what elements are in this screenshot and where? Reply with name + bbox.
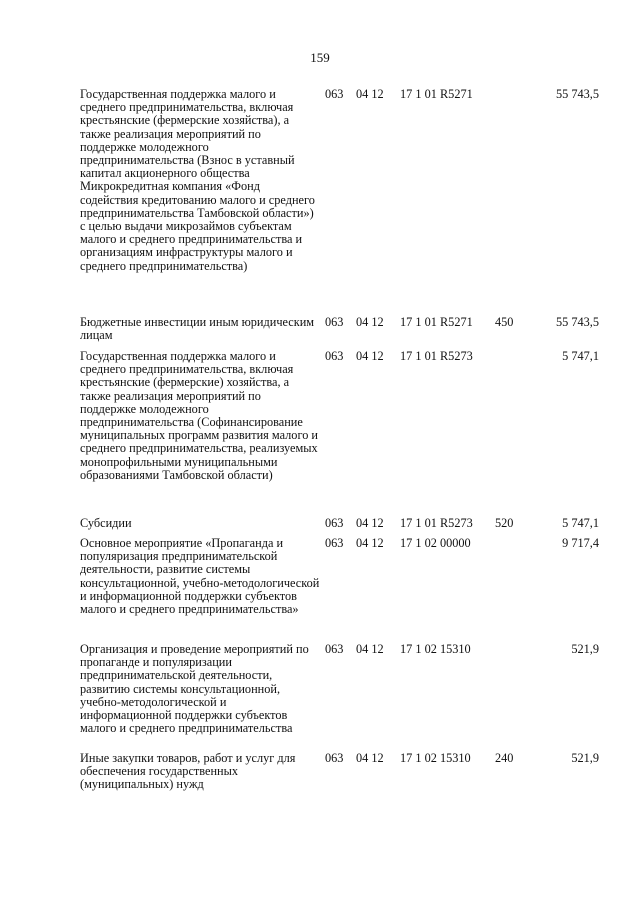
row-ministry-code: 063 bbox=[325, 751, 344, 765]
row-section-code: 04 12 bbox=[356, 349, 384, 363]
row-description: Государственная поддержка малого и среднего предпринимательства, включая крестьянские (фермерские) хозяйства, а также реализация мероприятий по поддержке молодежного предпринимательства (Софинансирование муниципальных программ развития малого и среднего предпринимательства, реализуемых монопрофильными муниципальными образованиями Тамбовской области) bbox=[80, 349, 318, 482]
row-target-code: 17 1 01 R5271 bbox=[400, 87, 473, 101]
row-target-code: 17 1 01 R5273 bbox=[400, 349, 473, 363]
row-ministry-code: 063 bbox=[325, 87, 344, 101]
row-target-code: 17 1 01 R5273 bbox=[400, 516, 473, 530]
row-amount: 9 717,4 bbox=[562, 536, 599, 550]
row-expense-type: 240 bbox=[495, 751, 514, 765]
row-description: Организация и проведение мероприятий по пропаганде и популяризации предпринимательской деятельности, развитию системы консультационной, учебно-методологической и информационной поддержки субъектов малого и среднего предпринимательства bbox=[80, 642, 309, 736]
row-section-code: 04 12 bbox=[356, 751, 384, 765]
row-description: Субсидии bbox=[80, 516, 132, 530]
row-target-code: 17 1 01 R5271 bbox=[400, 315, 473, 329]
page-number: 159 bbox=[310, 50, 330, 65]
row-ministry-code: 063 bbox=[325, 315, 344, 329]
row-ministry-code: 063 bbox=[325, 349, 344, 363]
row-amount: 55 743,5 bbox=[555, 315, 599, 329]
row-section-code: 04 12 bbox=[356, 642, 384, 656]
row-amount: 5 747,1 bbox=[562, 516, 599, 530]
row-description: Иные закупки товаров, работ и услуг для обеспечения государственных (муниципальных) нужд bbox=[80, 751, 296, 792]
row-section-code: 04 12 bbox=[356, 315, 384, 329]
row-section-code: 04 12 bbox=[356, 536, 384, 550]
row-ministry-code: 063 bbox=[325, 536, 344, 550]
row-target-code: 17 1 02 15310 bbox=[400, 751, 471, 765]
row-ministry-code: 063 bbox=[325, 516, 344, 530]
row-target-code: 17 1 02 15310 bbox=[400, 642, 471, 656]
row-description: Бюджетные инвестиции иным юридическим лицам bbox=[80, 315, 315, 343]
row-amount: 521,9 bbox=[571, 642, 599, 656]
row-amount: 5 747,1 bbox=[562, 349, 599, 363]
row-amount: 55 743,5 bbox=[555, 87, 599, 101]
row-amount: 521,9 bbox=[571, 751, 599, 765]
row-section-code: 04 12 bbox=[356, 516, 384, 530]
row-expense-type: 520 bbox=[495, 516, 514, 530]
row-section-code: 04 12 bbox=[356, 87, 384, 101]
row-description: Государственная поддержка малого и среднего предпринимательства, включая крестьянские (фермерские хозяйства), а также реализация мероприятий по поддержке молодежного предпринимательства (Взнос в уставный капитал акционерного общества Микрокредитная компания «Фонд содействия кредитованию малого и среднего предпринимательства Тамбовской области») с целью выдачи микрозаймов субъектам малого и среднего предпринимательства и организациям инфраструктуры малого и среднего предпринимательства) bbox=[80, 87, 315, 273]
row-ministry-code: 063 bbox=[325, 642, 344, 656]
row-expense-type: 450 bbox=[495, 315, 514, 329]
row-target-code: 17 1 02 00000 bbox=[400, 536, 471, 550]
row-description: Основное мероприятие «Пропаганда и популяризация предпринимательской деятельности, развитие системы консультационной, учебно-методологической и информационной поддержки субъектов малого и среднего предпринимательства» bbox=[80, 536, 320, 617]
